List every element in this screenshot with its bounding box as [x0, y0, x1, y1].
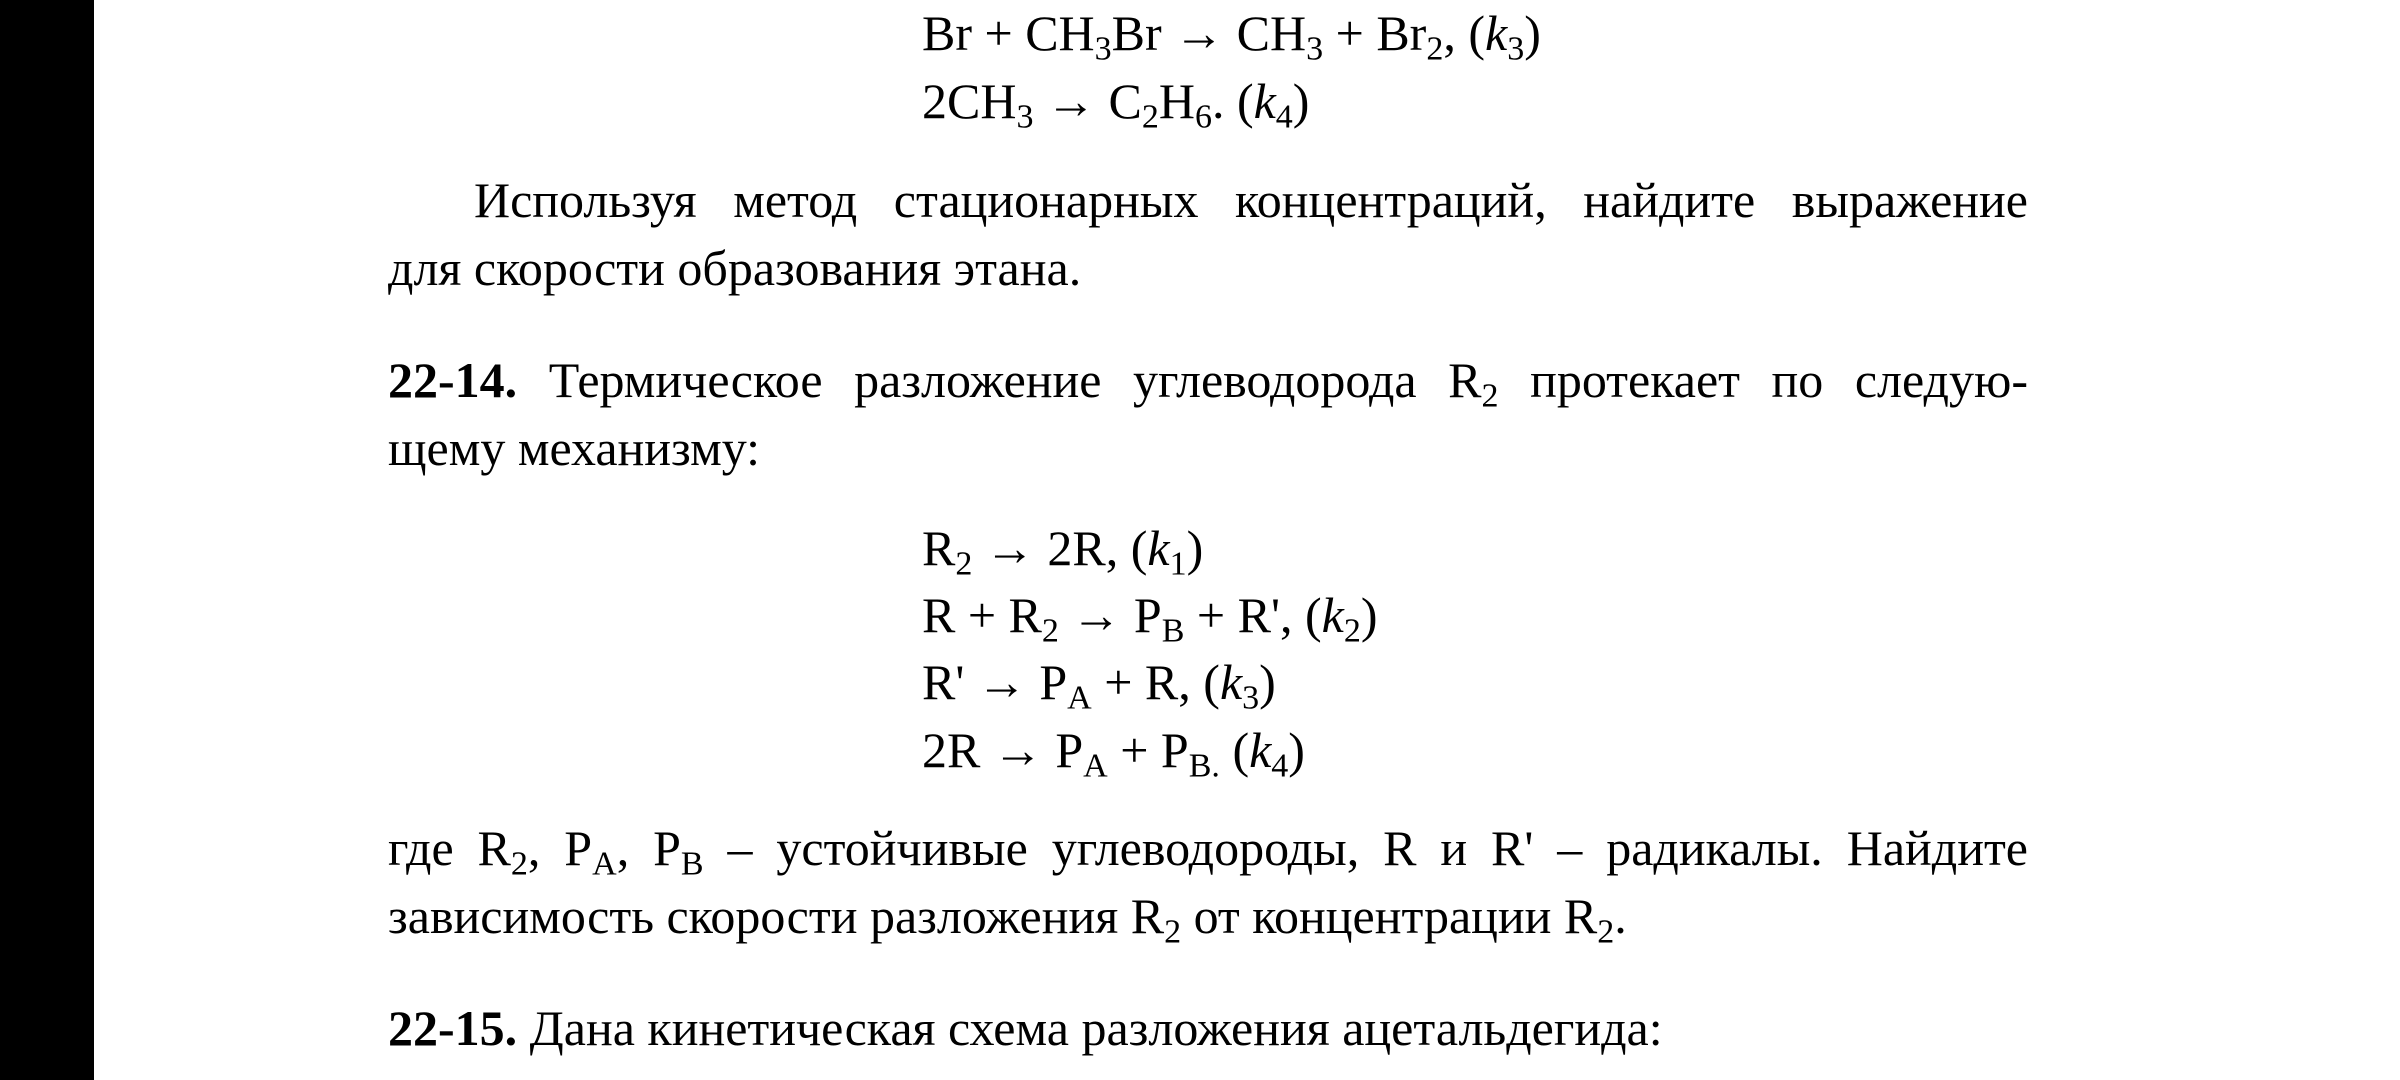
problem-number: 22-15. — [388, 1000, 518, 1056]
mechanism-step-2: $R + R_2 \to P_B + R'$, $(k_2)$ — [922, 587, 1378, 650]
paragraph-2-line-2: зависимость скорости разложения $R_2$ от концентрации $R_2$. — [388, 888, 1627, 951]
mechanism-step-1: $R_2 \to 2R$, $(k_1)$ — [922, 520, 1204, 583]
paragraph-2-line-1: где $R_2$, $P_A$, $P_B$ – устойчивые углеводороды, R и R' – радикалы. Найдите — [388, 820, 2029, 883]
reaction-4: $2CH_3 \to C_2H_6$. $(k_4)$ — [922, 73, 1310, 136]
mechanism-step-4: $2R \to P_A + P_{B.}$ $(k_4)$ — [922, 722, 1305, 785]
mechanism-step-3: $R' \to P_A + R$, $(k_3)$ — [922, 654, 1276, 717]
paragraph-1-line-2: для скорости образования этана. — [388, 240, 1082, 296]
problem-number: 22-14. — [388, 352, 518, 408]
problem-22-14-heading: 22-14. Термическое разложение углеводорода $R_2$ протекает по следую- — [388, 352, 2028, 415]
paragraph-1-line-1: Используя метод стационарных концентраций, найдите выражение — [474, 172, 2028, 228]
problem-22-15-heading: 22-15. Дана кинетическая схема разложения ацетальдегида: — [388, 1000, 1663, 1056]
reaction-3: $Br + CH_3Br \to CH_3 + Br_2$, $(k_3)$ — [922, 5, 1541, 68]
problem-22-14-line-2: щему механизму: — [388, 420, 760, 476]
left-black-margin — [0, 0, 94, 1080]
